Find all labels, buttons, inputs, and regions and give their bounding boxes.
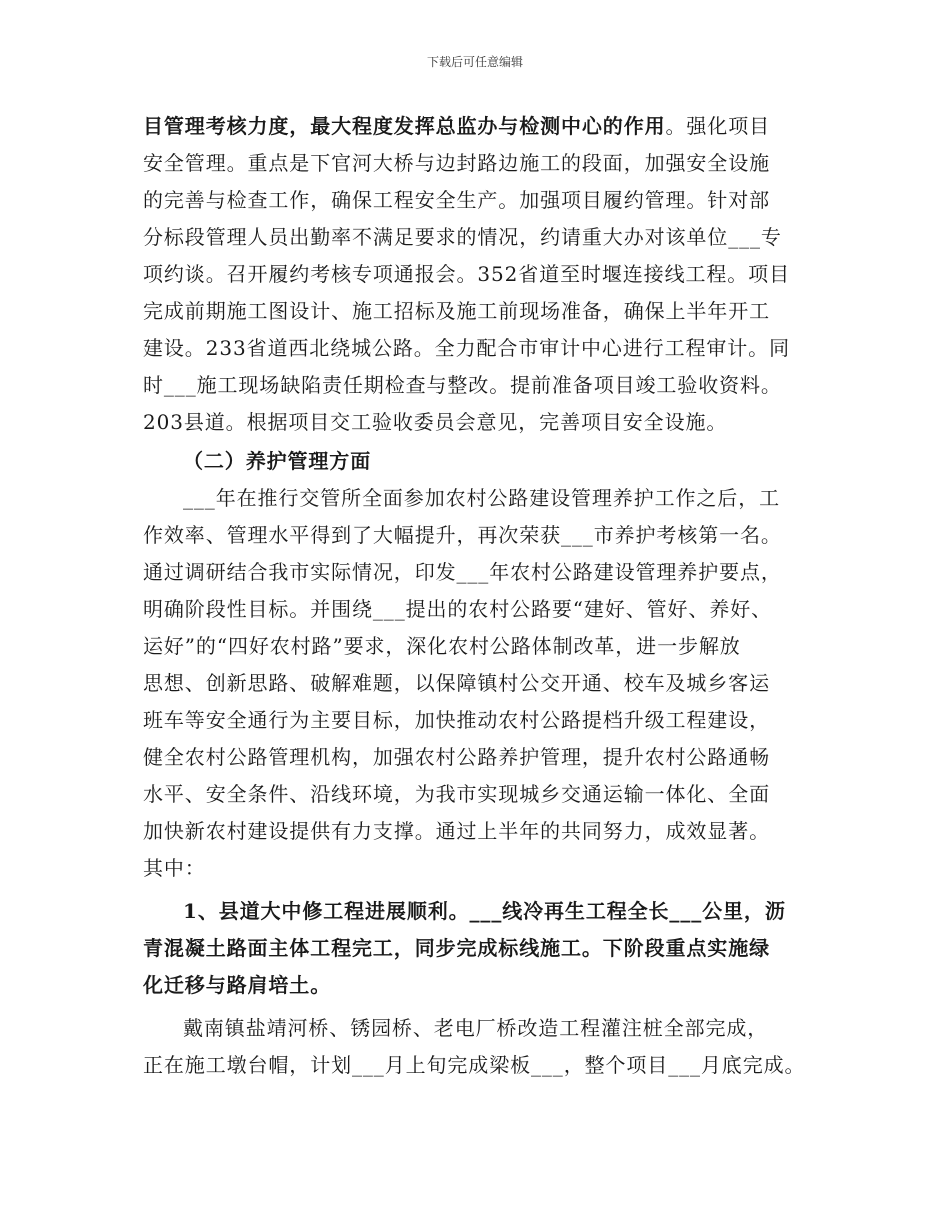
paragraph-line: 戴南镇盐靖河桥、锈园桥、老电厂桥改造工程灌注桩全部完成， [183,1016,769,1040]
document-body [143,108,823,1084]
paragraph-line: 的完善与检查工作，确保工程安全生产。加强项目履约管理。针对部 [143,188,770,212]
lead-rest-text: 。强化项目 [665,114,770,138]
paragraph-line: 项约谈。召开履约考核专项通报会。352省道至时堰连接线工程。项目 [143,262,790,286]
paragraph-line: 通过调研结合我市实际情况，印发___年农村公路建设管理养护要点， [143,560,782,584]
paragraph-line: ___年在推行交管所全面参加农村公路建设管理养护工作之后，工 [183,486,780,510]
paragraph-line: 完成前期施工图设计、施工招标及施工前现场准备，确保上半年开工 [143,299,770,323]
paragraph-line: 203县道。根据项目交工验收委员会意见，完善项目安全设施。 [143,410,728,434]
paragraph-line [143,108,823,145]
paragraph-line: 班车等安全通行为主要目标，加快推动农村公路提档升级工程建设， [143,708,770,732]
paragraph-line: 分标段管理人员出勤率不满足要求的情况，约请重大办对该单位___专 [143,225,782,249]
paragraph-line: 水平、安全条件、沿线环境，为我市实现城乡交通运输一体化、全面 [143,782,770,806]
item-heading-line: 青混凝土路面主体工程完工，同步完成标线施工。下阶段重点实施绿 [143,936,770,960]
paragraph-line: 时___施工现场缺陷责任期检查与整改。提前准备项目竣工验收资料。 [143,373,782,397]
section-heading: （二）养护管理方面 [183,449,372,473]
paragraph-line: 健全农村公路管理机构，加强农村公路养护管理，提升农村公路通畅 [143,745,770,769]
paragraph-line: 其中： [143,856,206,880]
item-heading-line: 1、县道大中修工程进展顺利。___线冷再生工程全长___公里，沥 [183,899,786,923]
paragraph-line: 运好”的“四好农村路”要求，深化农村公路体制改革，进一步解放 [143,634,741,658]
bold-lead-text: 目管理考核力度，最大程度发挥总监办与检测中心的作用 [143,114,666,138]
paragraph-line: 明确阶段性目标。并围绕___提出的农村公路要“建好、管好、养好、 [143,597,773,621]
header-note: 下载后可任意编辑 [426,55,523,69]
paragraph-line: 作效率、管理水平得到了大幅提升，再次荣获___市养护考核第一名。 [143,523,782,547]
paragraph-line: 正在施工墩台帽，计划___月上旬完成梁板___，整个项目___月底完成。 [143,1053,806,1077]
paragraph-line: 安全管理。重点是下官河大桥与边封路边施工的段面，加强安全设施 [143,151,770,175]
item-heading-line: 化迁移与路肩培土。 [143,973,332,997]
paragraph-line: 思想、创新思路、破解难题，以保障镇村公交开通、校车及城乡客运 [143,671,770,695]
paragraph-line: 建设。233省道西北绕城公路。全力配合市审计中心进行工程审计。同 [143,336,790,360]
paragraph-line: 加快新农村建设提供有力支撑。通过上半年的共同努力，成效显著。 [143,819,770,843]
